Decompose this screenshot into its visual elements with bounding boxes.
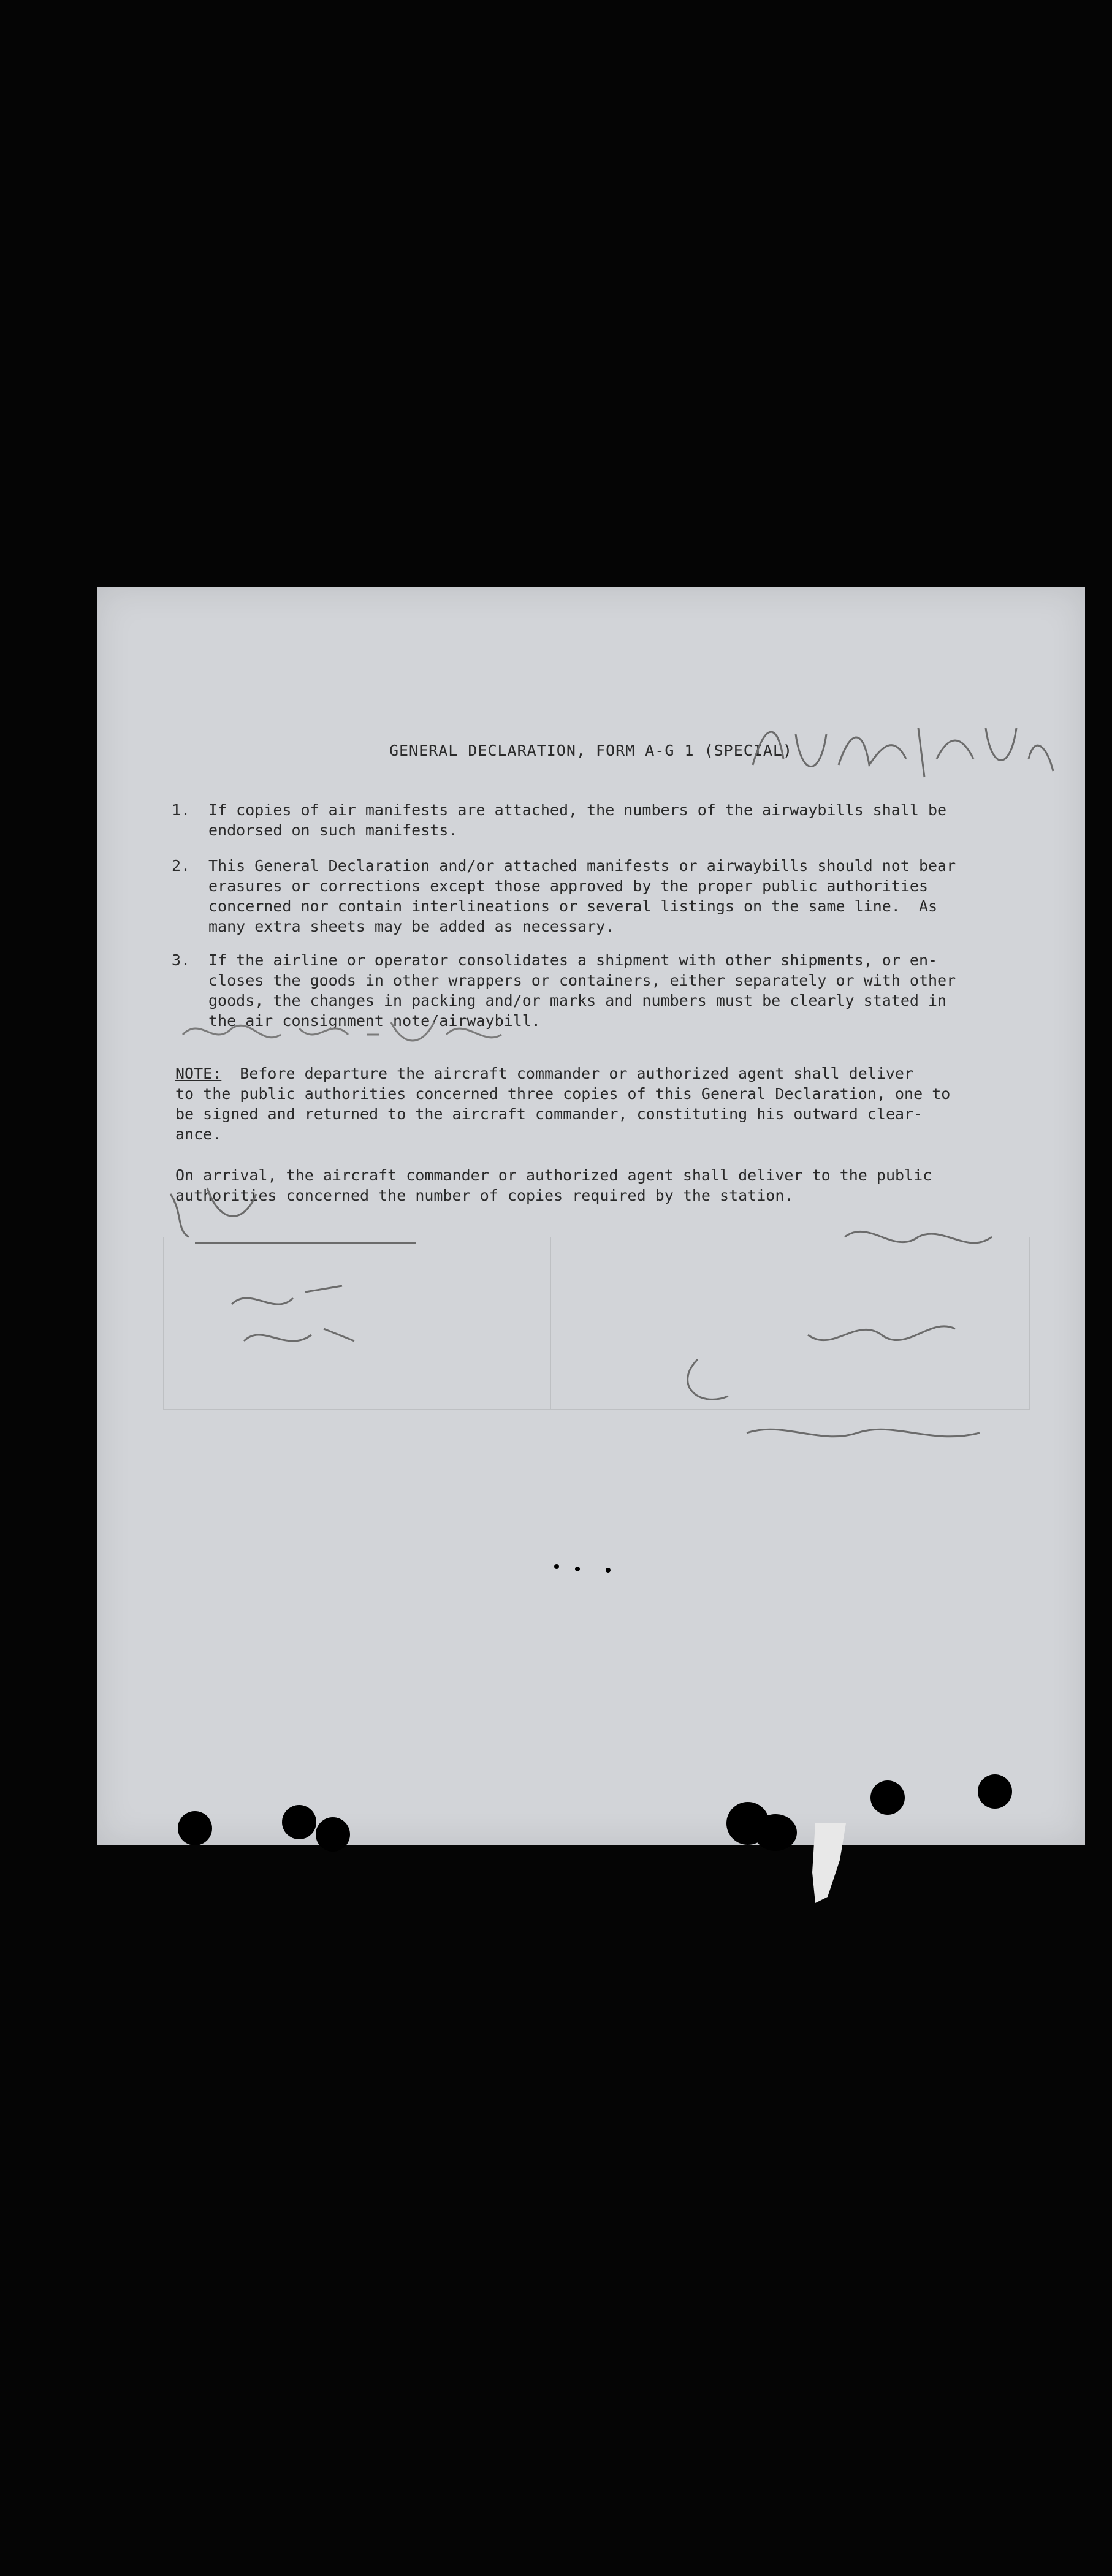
ink-dot	[606, 1568, 611, 1573]
punch-hole	[316, 1817, 350, 1852]
item-text: If the airline or operator consolidates a shipment with other shipments, or en- closes the goods in other wrappers or containers, either separately or with other goods, the changes in packing and/or marks and numbers must be clearly stated in the air consignment note/airwaybill.	[208, 951, 956, 1030]
punch-hole	[978, 1774, 1012, 1809]
document-page	[97, 587, 1085, 1845]
note-paragraph	[175, 1063, 997, 1144]
punch-hole	[282, 1805, 316, 1839]
item-text: If copies of air manifests are attached, the numbers of the airwaybills shall be endorsed on such manifests.	[208, 801, 947, 839]
ink-dot	[575, 1567, 580, 1571]
ink-dot	[554, 1564, 559, 1569]
arrival-paragraph: On arrival, the aircraft commander or authorized agent shall deliver to the public authorities concerned the number of copies required by the station.	[175, 1166, 932, 1204]
item-number: 2.	[172, 857, 191, 875]
punch-hole	[870, 1780, 905, 1815]
page-title: GENERAL DECLARATION, FORM A-G 1 (SPECIAL)	[389, 742, 793, 759]
punch-hole	[754, 1814, 797, 1851]
faint-box-left	[163, 1237, 550, 1410]
torn-paper-fragment	[803, 1823, 852, 1909]
item-number: 1.	[172, 801, 191, 819]
note-label: NOTE:	[175, 1065, 222, 1082]
item-text: This General Declaration and/or attached manifests or airwaybills should not bear erasures or corrections except those approved by the proper public authorities concerned nor contain interlineations or several listings on the same line. As many extra sheets may be added as necessary.	[208, 857, 956, 935]
faint-box-right	[550, 1237, 1030, 1410]
item-number: 3.	[172, 951, 191, 969]
punch-hole	[178, 1811, 212, 1845]
note-text: Before departure the aircraft commander or authorized agent shall deliver to the public authorities concerned three copies of this General Declaration, one to be signed and returned to the aircraft commander, constituting his outward clear- ance.	[175, 1065, 951, 1143]
